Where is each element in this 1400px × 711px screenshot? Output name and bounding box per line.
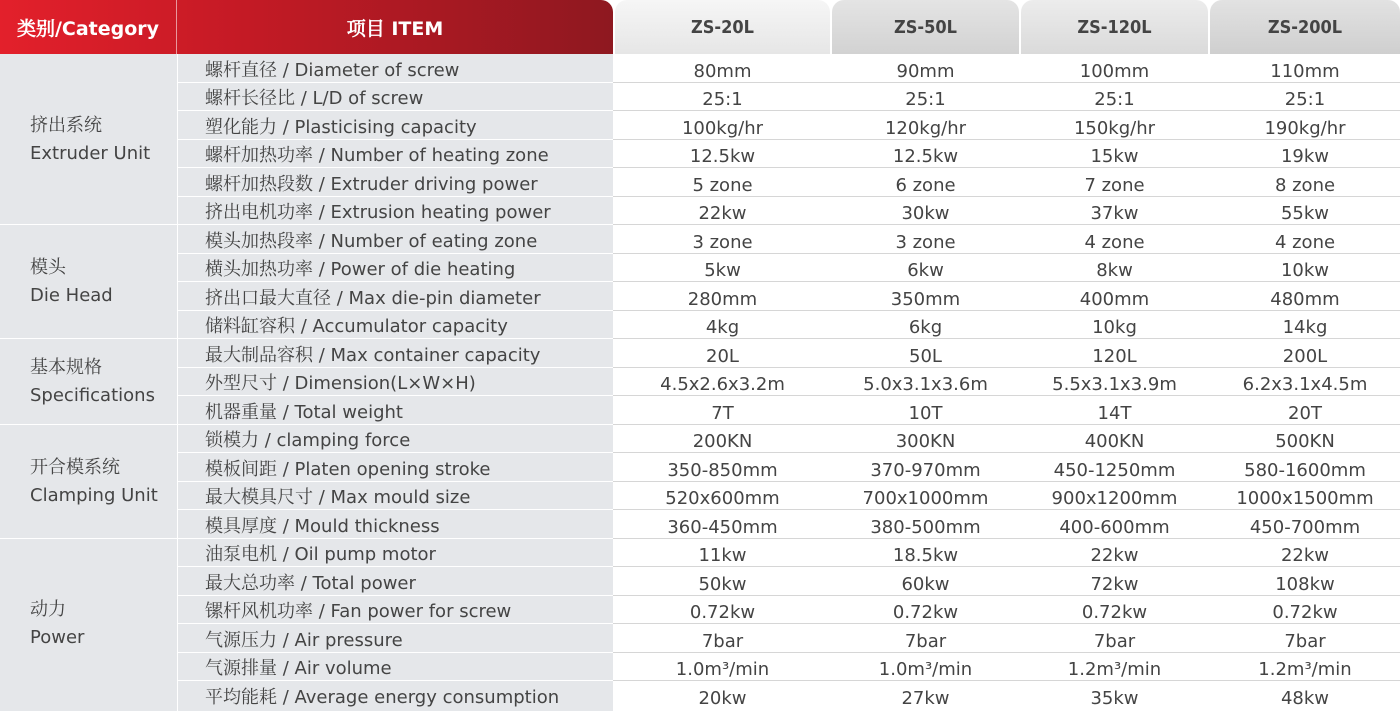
table-row: [0, 681, 1400, 710]
cell-value: 7bar: [1284, 630, 1326, 652]
cell-value: 1000x1500mm: [1236, 488, 1374, 509]
header-model-zs-200l: ZS-200L: [1210, 0, 1400, 54]
cell-value: 120kg/hr: [884, 117, 967, 139]
category-name-cn: 基本规格: [30, 356, 102, 378]
cell-value: 72kw: [1090, 573, 1139, 595]
cell-value: 10T: [908, 402, 943, 424]
table-row: [0, 482, 1400, 511]
cell-value: 5.0x3.1x3.6m: [863, 374, 988, 395]
cell-value: 20T: [1288, 402, 1322, 424]
cell-value: 20L: [706, 345, 739, 367]
header-item: 项目 ITEM: [346, 17, 444, 40]
table-row: [0, 282, 1400, 311]
cell-value: 4kg: [705, 317, 740, 338]
cell-value: 120L: [1092, 345, 1137, 367]
cell-value: 108kw: [1275, 573, 1335, 595]
table-row: [0, 54, 1400, 83]
cell-value: 4 zone: [1084, 231, 1145, 253]
cell-value: 8kw: [1096, 260, 1133, 281]
row-item-label: 螺杆直径 / Diameter of screw: [205, 59, 460, 81]
cell-value: 22kw: [1090, 545, 1139, 566]
table-row: [0, 83, 1400, 112]
table-row: [0, 510, 1400, 539]
row-item-label: 气源排量 / Air volume: [205, 658, 392, 679]
cell-value: 7 zone: [1084, 174, 1145, 196]
cell-value: 7bar: [1093, 630, 1136, 652]
row-item-label: 模板间距 / Platen opening stroke: [205, 458, 491, 480]
row-item-label: 挤出电机功率 / Extrusion heating power: [205, 202, 551, 223]
cell-value: 3 zone: [895, 231, 956, 253]
cell-value: 5.5x3.1x3.9m: [1052, 374, 1177, 395]
table-row: [0, 624, 1400, 653]
cell-value: 8 zone: [1274, 174, 1336, 196]
cell-value: 100kg/hr: [681, 117, 764, 139]
table-header: [0, 0, 1400, 54]
category-name-en: Specifications: [30, 384, 155, 406]
table-row: [0, 111, 1400, 140]
row-item-label: 横头加热功率 / Power of die heating: [205, 259, 516, 280]
cell-value: 35kw: [1090, 687, 1139, 709]
table-row: [0, 653, 1400, 682]
cell-value: 18.5kw: [892, 545, 959, 566]
cell-value: 25:1: [1094, 89, 1135, 110]
row-item-label: 气源压力 / Air pressure: [205, 629, 403, 651]
cell-value: 400-600mm: [1059, 516, 1170, 538]
cell-value: 19kw: [1280, 146, 1330, 167]
cell-value: 25:1: [1284, 89, 1326, 110]
row-item-label: 模头加热段率 / Number of eating zone: [205, 230, 538, 252]
cell-value: 190kg/hr: [1264, 117, 1346, 139]
row-item-label: 镙杆风机功率 / Fan power for screw: [205, 601, 512, 622]
table-row: [0, 225, 1400, 254]
cell-value: 280mm: [687, 288, 758, 310]
cell-value: 580-1600mm: [1244, 459, 1366, 481]
cell-value: 6kw: [907, 260, 944, 281]
header-model-zs-20l: ZS-20L: [615, 0, 830, 54]
cell-value: 50L: [909, 345, 942, 367]
cell-value: 1.0m³/min: [675, 659, 770, 680]
category-name-cn: 挤出系统: [30, 114, 102, 136]
cell-value: 60kw: [901, 573, 950, 595]
cell-value: 400mm: [1079, 288, 1150, 310]
row-item-label: 挤出口最大直径 / Max die-pin diameter: [205, 287, 541, 309]
cell-value: 300KN: [895, 431, 956, 452]
table-row: [0, 539, 1400, 568]
cell-value: 500KN: [1275, 431, 1335, 452]
cell-value: 4.5x2.6x3.2m: [660, 374, 785, 395]
cell-value: 25:1: [702, 89, 743, 110]
cell-value: 520x600mm: [665, 488, 780, 509]
header-category: 类别/Category: [0, 0, 177, 54]
row-item-label: 储料缸容积 / Accumulator capacity: [205, 316, 508, 337]
cell-value: 7T: [711, 402, 734, 424]
cell-value: 37kw: [1090, 203, 1139, 224]
table-row: [0, 254, 1400, 283]
cell-value: 1.0m³/min: [878, 659, 973, 680]
cell-value: 450-700mm: [1249, 516, 1361, 538]
cell-value: 55kw: [1280, 203, 1330, 224]
table-row: [0, 596, 1400, 625]
category-name-en: Extruder Unit: [30, 142, 151, 164]
table-row: [0, 425, 1400, 454]
table-row: [0, 368, 1400, 397]
category-name-cn: 动力: [30, 599, 66, 620]
cell-value: 0.72kw: [892, 602, 959, 623]
row-item-label: 最大模具尺寸 / Max mould size: [205, 487, 471, 508]
cell-value: 6kg: [908, 317, 943, 338]
table-row: [0, 396, 1400, 425]
cell-value: 100mm: [1079, 60, 1150, 82]
table-row: [0, 453, 1400, 482]
cell-value: 15kw: [1090, 146, 1139, 167]
cell-value: 12.5kw: [892, 146, 959, 167]
cell-value: 30kw: [901, 203, 950, 224]
cell-value: 3 zone: [692, 231, 753, 253]
row-item-label: 机器重量 / Total weight: [205, 401, 403, 423]
category-name-en: Die Head: [30, 285, 113, 306]
cell-value: 11kw: [698, 545, 747, 566]
cell-value: 400KN: [1084, 431, 1145, 452]
table-row: [0, 311, 1400, 340]
table-row: [0, 567, 1400, 596]
cell-value: 7bar: [701, 630, 744, 652]
cell-value: 1.2m³/min: [1067, 659, 1162, 680]
row-item-label: 锁模力 / clamping force: [205, 430, 411, 451]
cell-value: 50kw: [698, 573, 747, 595]
cell-value: 360-450mm: [667, 516, 778, 538]
cell-value: 450-1250mm: [1053, 459, 1176, 481]
row-item-label: 平均能耗 / Average energy consumption: [205, 686, 560, 708]
header-model-zs-120l: ZS-120L: [1021, 0, 1208, 54]
cell-value: 700x1000mm: [862, 488, 989, 509]
row-item-label: 外型尺寸 / Dimension(L×W×H): [205, 373, 476, 394]
cell-value: 0.72kw: [1081, 602, 1148, 623]
table-row: [0, 197, 1400, 226]
row-item-label: 螺杆加热功率 / Number of heating zone: [205, 145, 549, 166]
row-item-label: 塑化能力 / Plasticising capacity: [205, 116, 477, 138]
cell-value: 5 zone: [692, 174, 753, 196]
table-row: [0, 339, 1400, 368]
cell-value: 200L: [1282, 345, 1328, 367]
cell-value: 7bar: [904, 630, 947, 652]
cell-value: 48kw: [1280, 687, 1330, 709]
cell-value: 27kw: [901, 687, 950, 709]
cell-value: 22kw: [698, 203, 747, 224]
cell-value: 6 zone: [895, 174, 956, 196]
row-item-label: 最大总功率 / Total power: [205, 572, 416, 594]
cell-value: 1.2m³/min: [1258, 659, 1352, 680]
cell-value: 200KN: [692, 431, 753, 452]
cell-value: 110mm: [1270, 60, 1340, 82]
cell-value: 20kw: [698, 687, 747, 709]
cell-value: 12.5kw: [689, 146, 756, 167]
cell-value: 10kw: [1280, 260, 1330, 281]
cell-value: 5kw: [704, 260, 741, 281]
category-name-en: Power: [30, 627, 85, 648]
cell-value: 480mm: [1270, 288, 1340, 310]
row-item-label: 油泵电机 / Oil pump motor: [205, 544, 436, 565]
cell-value: 350-850mm: [667, 459, 778, 481]
cell-value: 900x1200mm: [1051, 488, 1178, 509]
header-model-zs-50l: ZS-50L: [832, 0, 1019, 54]
cell-value: 6.2x3.1x4.5m: [1242, 374, 1368, 395]
cell-value: 80mm: [693, 60, 752, 82]
category-name-en: Clamping Unit: [30, 484, 158, 506]
cell-value: 14T: [1097, 402, 1132, 424]
cell-value: 22kw: [1280, 545, 1330, 566]
row-item-label: 螺杆加热段数 / Extruder driving power: [205, 173, 538, 195]
table-row: [0, 168, 1400, 197]
row-item-label: 模具厚度 / Mould thickness: [205, 515, 440, 537]
cell-value: 150kg/hr: [1073, 117, 1156, 139]
cell-value: 350mm: [890, 288, 961, 310]
cell-value: 380-500mm: [870, 516, 981, 538]
row-item-label: 最大制品容积 / Max container capacity: [205, 344, 541, 366]
category-name-cn: 开合模系统: [30, 456, 120, 478]
table-row: [0, 140, 1400, 169]
cell-value: 370-970mm: [870, 459, 981, 481]
cell-value: 90mm: [896, 60, 955, 82]
row-item-label: 螺杆长径比 / L/D of screw: [205, 88, 424, 109]
cell-value: 0.72kw: [1272, 602, 1338, 623]
cell-value: 25:1: [905, 89, 946, 110]
cell-value: 10kg: [1092, 317, 1137, 338]
cell-value: 0.72kw: [689, 602, 756, 623]
cell-value: 14kg: [1282, 317, 1328, 338]
cell-value: 4 zone: [1274, 231, 1336, 253]
category-name-cn: 模头: [30, 257, 66, 278]
